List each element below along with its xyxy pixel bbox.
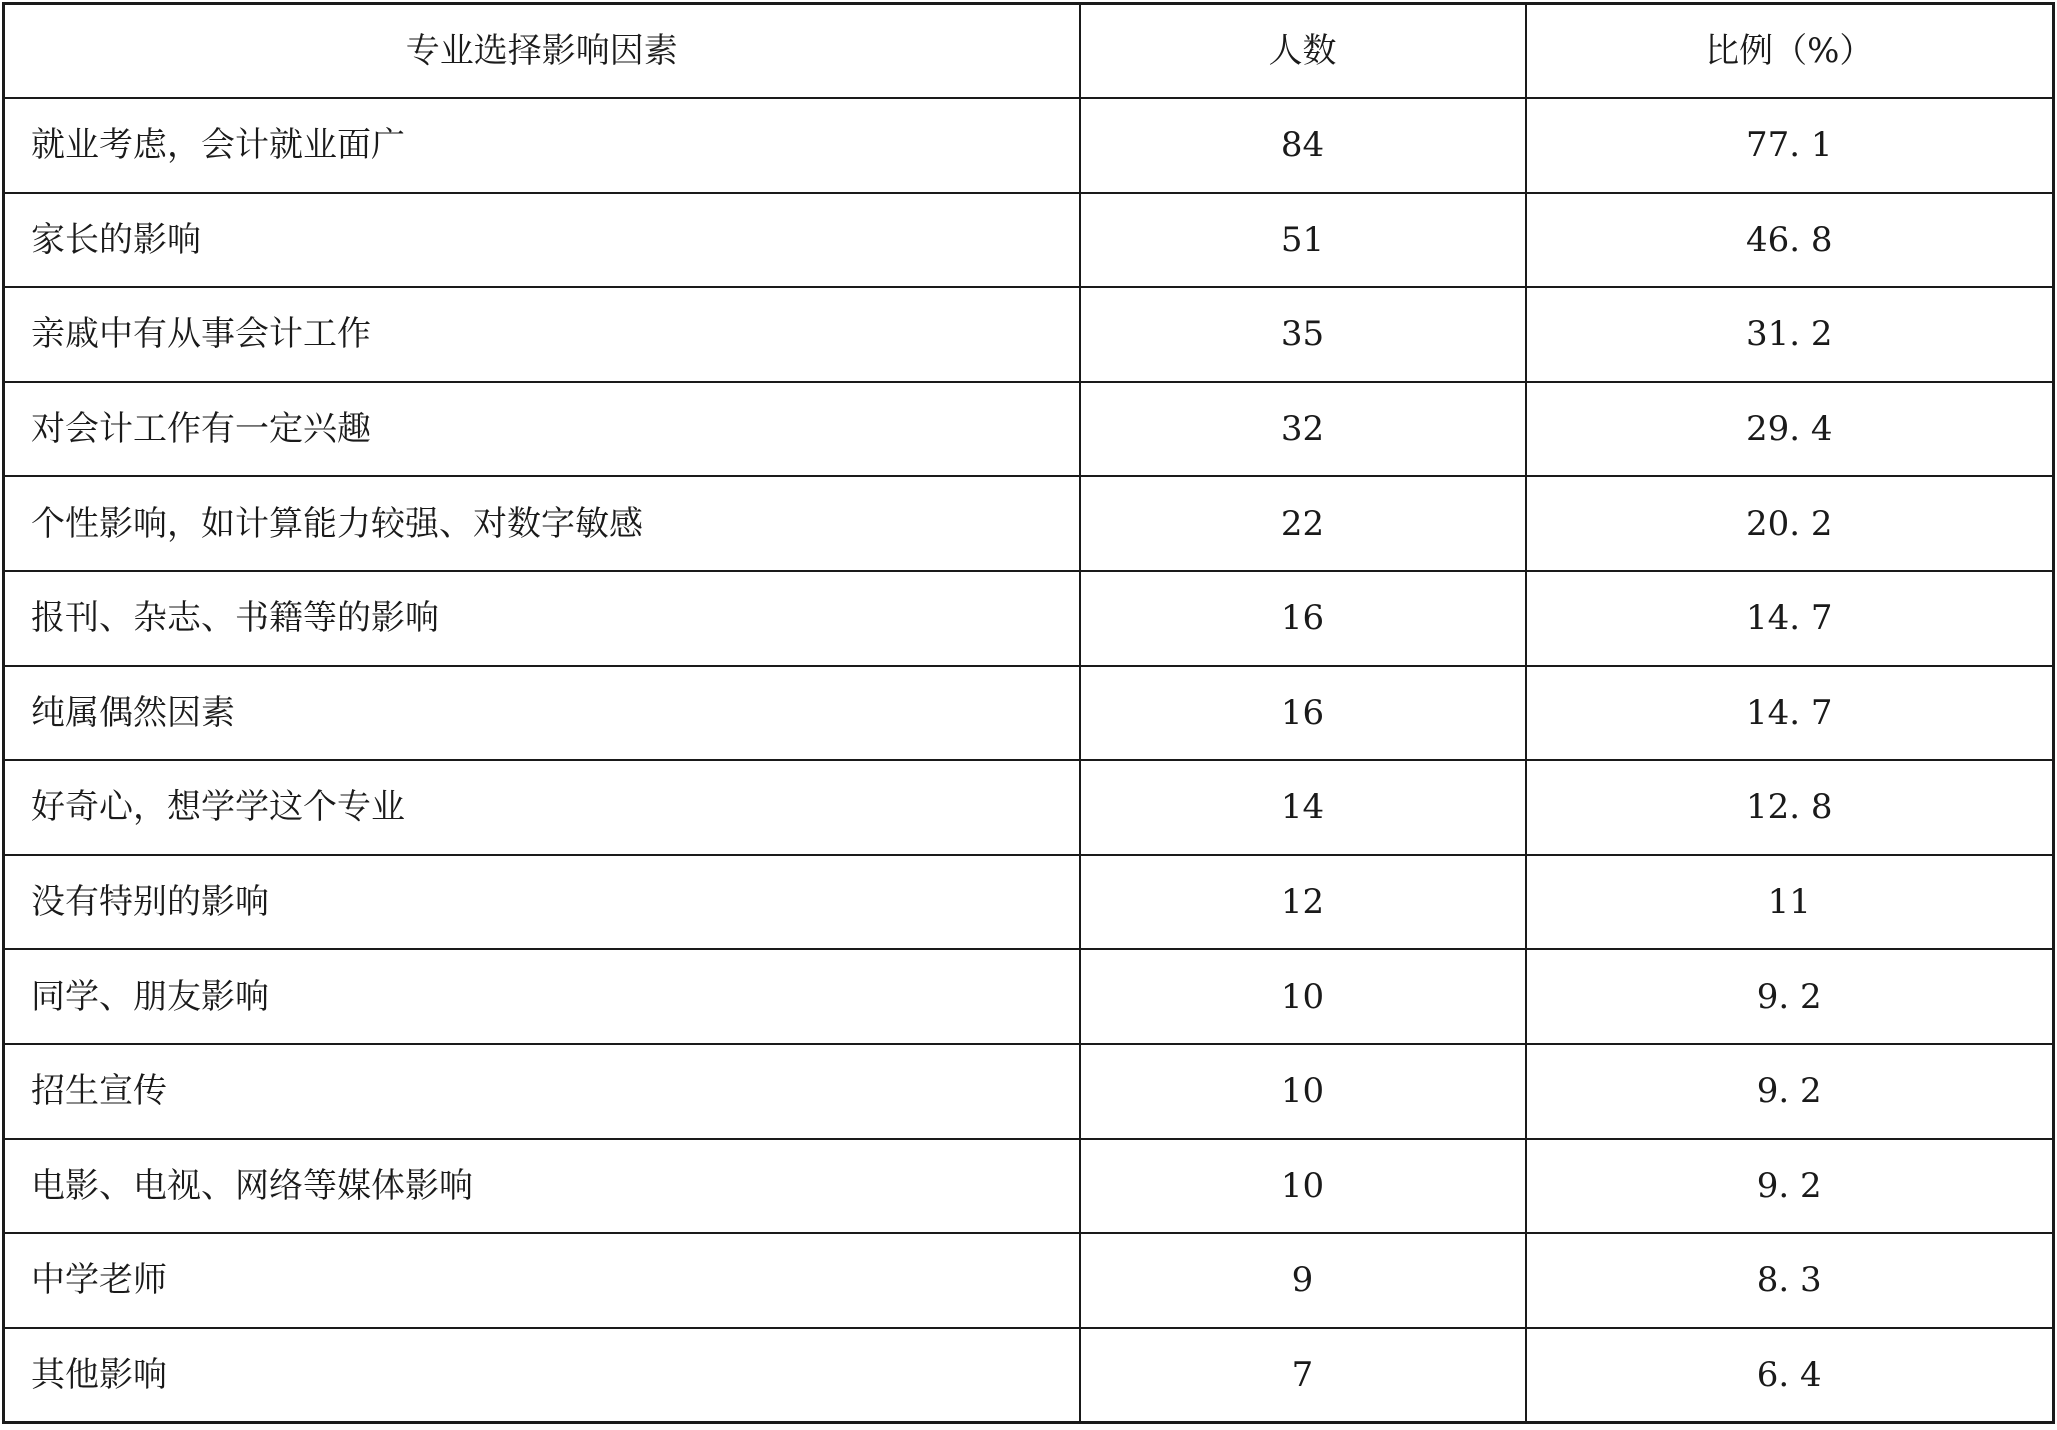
header-row: [4, 4, 2054, 99]
count-cell: 9: [1080, 1233, 1526, 1328]
factor-cell: 没有特别的影响: [4, 855, 1080, 950]
count-cell: 35: [1080, 287, 1526, 382]
table-row: [4, 1139, 2054, 1234]
factor-cell: 好奇心，想学学这个专业: [4, 760, 1080, 855]
table-row: [4, 666, 2054, 761]
factor-cell: 报刊、杂志、书籍等的影响: [4, 571, 1080, 666]
factor-cell: 纯属偶然因素: [4, 666, 1080, 761]
count-cell: 22: [1080, 476, 1526, 571]
factor-cell: 招生宣传: [4, 1044, 1080, 1139]
ratio-cell: 6. 4: [1526, 1328, 2054, 1423]
factor-cell: 就业考虑，会计就业面广: [4, 98, 1080, 193]
count-cell: 84: [1080, 98, 1526, 193]
factor-cell: 家长的影响: [4, 193, 1080, 288]
table-row: [4, 193, 2054, 288]
count-cell: 7: [1080, 1328, 1526, 1423]
table-row: [4, 382, 2054, 477]
count-cell: 14: [1080, 760, 1526, 855]
ratio-cell: 11: [1526, 855, 2054, 950]
factor-cell: 亲戚中有从事会计工作: [4, 287, 1080, 382]
table-row: [4, 476, 2054, 571]
factor-cell: 中学老师: [4, 1233, 1080, 1328]
factor-table-container: [2, 2, 2052, 1424]
header-factor: 专业选择影响因素: [4, 4, 1080, 99]
table-body: [4, 98, 2054, 1423]
ratio-cell: 29. 4: [1526, 382, 2054, 477]
ratio-cell: 12. 8: [1526, 760, 2054, 855]
ratio-cell: 9. 2: [1526, 1139, 2054, 1234]
count-cell: 16: [1080, 666, 1526, 761]
count-cell: 10: [1080, 1044, 1526, 1139]
header-count: 人数: [1080, 4, 1526, 99]
factor-cell: 同学、朋友影响: [4, 949, 1080, 1044]
count-cell: 32: [1080, 382, 1526, 477]
table-row: [4, 949, 2054, 1044]
factor-cell: 对会计工作有一定兴趣: [4, 382, 1080, 477]
factor-cell: 其他影响: [4, 1328, 1080, 1423]
table-row: [4, 1044, 2054, 1139]
ratio-cell: 14. 7: [1526, 666, 2054, 761]
factor-cell: 电影、电视、网络等媒体影响: [4, 1139, 1080, 1234]
count-cell: 10: [1080, 949, 1526, 1044]
table-header: [4, 4, 2054, 99]
ratio-cell: 14. 7: [1526, 571, 2054, 666]
ratio-cell: 8. 3: [1526, 1233, 2054, 1328]
table-row: [4, 855, 2054, 950]
ratio-cell: 20. 2: [1526, 476, 2054, 571]
ratio-cell: 46. 8: [1526, 193, 2054, 288]
header-ratio: 比例（%）: [1526, 4, 2054, 99]
count-cell: 16: [1080, 571, 1526, 666]
major-choice-factors-table: [2, 2, 2055, 1424]
table-row: [4, 571, 2054, 666]
ratio-cell: 77. 1: [1526, 98, 2054, 193]
table-row: [4, 287, 2054, 382]
count-cell: 12: [1080, 855, 1526, 950]
ratio-cell: 9. 2: [1526, 949, 2054, 1044]
table-row: [4, 1233, 2054, 1328]
count-cell: 51: [1080, 193, 1526, 288]
ratio-cell: 31. 2: [1526, 287, 2054, 382]
table-row: [4, 98, 2054, 193]
count-cell: 10: [1080, 1139, 1526, 1234]
factor-cell: 个性影响，如计算能力较强、对数字敏感: [4, 476, 1080, 571]
table-row: [4, 760, 2054, 855]
ratio-cell: 9. 2: [1526, 1044, 2054, 1139]
table-row: [4, 1328, 2054, 1423]
